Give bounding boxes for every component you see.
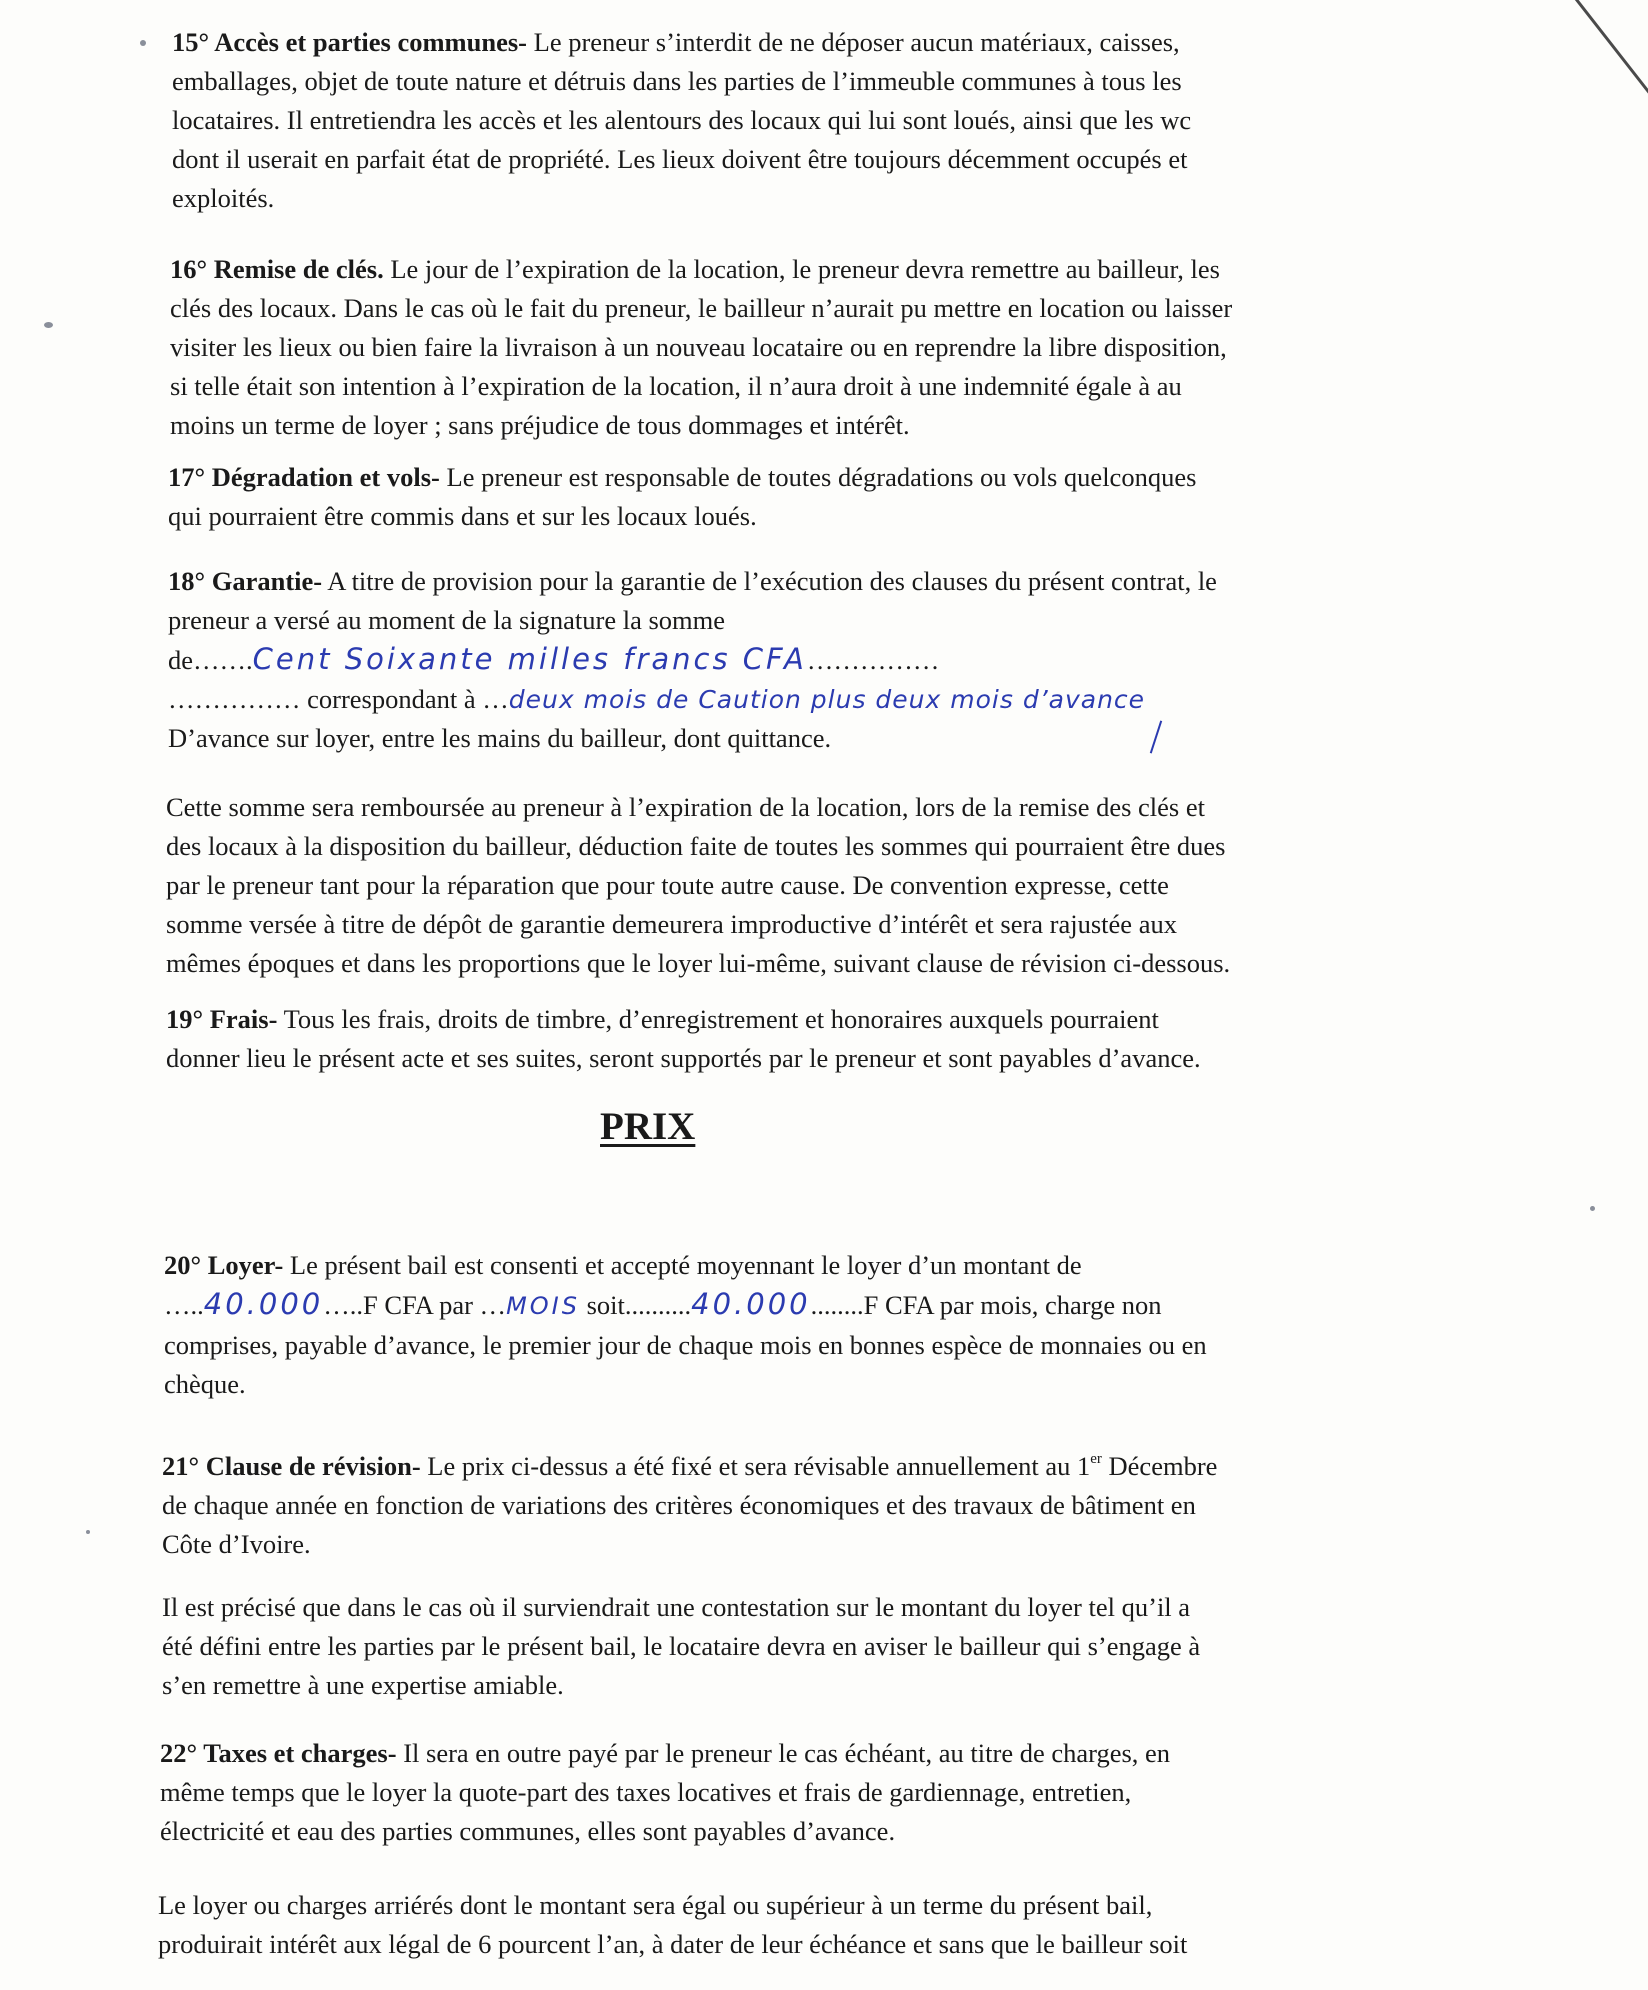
scan-speck [1590, 1206, 1595, 1211]
handwritten-amount: Cent Soixante milles francs CFA [252, 642, 807, 676]
scan-speck [140, 40, 146, 46]
clause-22: 22° Taxes et charges- Il sera en outre payé par le preneur le cas échéant, au titre de charges, en même temps que le loyer la quote-part des taxes locatives et frais de gardiennage, entretien, électricité et eau des parties communes, elles sont payables d’avance. [160, 1738, 1171, 1846]
clause-title: 16° Remise de clés. [170, 254, 384, 284]
handwritten-reason: deux mois de Caution plus deux mois d’avance [508, 685, 1146, 714]
handwritten-rent-amount: 40.000 [203, 1287, 324, 1321]
scan-speck [86, 1530, 90, 1534]
clause-title: 17° Dégradation et vols- [168, 462, 440, 492]
clause-16: 16° Remise de clés. Le jour de l’expiration de la location, le preneur devra remettre au bailleur, les clés des locaux. Dans le cas où le fait du preneur, le bailleur n’aurait pu mettre en location ou laisser visiter les lieux ou bien faire la livraison à un nouveau locataire ou en reprendre la libre disposition, si telle était son intention à l’expiration de la location, il n’aura droit à une indemnité égale à au moins un terme de loyer ; sans préjudice de tous dommages et intérêt. [170, 254, 1233, 440]
handwritten-period: MOIS [506, 1292, 580, 1320]
clause-18-refund: Cette somme sera remboursée au preneur à l’expiration de la location, lors de la remise des clés et des locaux à la disposition du bailleur, déduction faite de toutes les sommes qui pourraient être dues par le preneur tant pour la réparation que pour toute autre cause. De convention expresse, cette somme versée à titre de dépôt de garantie demeurera improductive d’intérêt et sera rajustée aux mêmes époques et dans les proportions que le loyer lui-même, suivant clause de révision ci-dessous. [166, 792, 1231, 978]
clause-20: 20° Loyer- Le présent bail est consenti et accepté moyennant le loyer d’un montant de …..40.000…..F CFA par …MOIS soit..........40.000........F CFA par mois, charge non comprises, payable d’avance, le premier jour de chaque mois en bonnes espèce de monnaies ou en chèque. [164, 1250, 1207, 1399]
handwritten-monthly-amount: 40.000 [691, 1287, 811, 1321]
scan-speck [44, 322, 53, 328]
clause-15: 15° Accès et parties communes- Le preneur s’interdit de ne déposer aucun matériaux, caisses, emballages, objet de toute nature et détruis dans les parties de l’immeuble communes à tous les locataires. Il entretiendra les accès et les alentours des locaux qui lui sont loués, ainsi que les wc dont il userait en parfait état de propriété. Les lieux doivent être toujours décemment occupés et exploités. [172, 27, 1192, 213]
clause-21-contestation: Il est précisé que dans le cas où il surviendrait une contestation sur le montant du loyer tel qu’il a été défini entre les parties par le présent bail, le locataire devra en aviser le bailleur qui s’engage à s’en remettre à une expertise amiable. [162, 1592, 1201, 1700]
clause-title: 22° Taxes et charges- [160, 1738, 397, 1768]
clause-18: 18° Garantie- A titre de provision pour la garantie de l’exécution des clauses du présent contrat, le preneur a versé au moment de la signature la somme de…….Cent Soixante milles francs CFA…………… …………… correspondant à …deux mois de Caution plus deux mois d’avance D’avance sur loyer, entre les mains du bailleur, dont quittance. [168, 566, 1217, 753]
clause-title: 21° Clause de révision- [162, 1451, 421, 1481]
clause-17: 17° Dégradation et vols- Le preneur est responsable de toutes dégradations ou vols quelconques qui pourraient être commis dans et sur les locaux loués. [168, 462, 1197, 531]
clause-title: 20° Loyer- [164, 1250, 284, 1280]
clause-21: 21° Clause de révision- Le prix ci-dessus a été fixé et sera révisable annuellement au 1er Décembre de chaque année en fonction de variations des critères économiques et des travaux de bâtiment en Côte d’Ivoire. [162, 1451, 1218, 1559]
section-heading-prix: PRIX [600, 1105, 696, 1148]
clause-title: 19° Frais- [166, 1004, 278, 1034]
clause-title: 15° Accès et parties communes- [172, 27, 528, 57]
clause-title: 18° Garantie- [168, 566, 323, 596]
clause-22-arrears: Le loyer ou charges arriérés dont le montant sera égal ou supérieur à un terme du présent bail, produirait intérêt aux légal de 6 pourcent l’an, à dater de leur échéance et sans que le bailleur soit [158, 1890, 1188, 1959]
scan-artifact-corner [1572, 0, 1648, 98]
clause-19: 19° Frais- Tous les frais, droits de timbre, d’enregistrement et honoraires auxquels pourraient donner lieu le présent acte et ses suites, seront supportés par le preneur et sont payables d’avance. [166, 1004, 1201, 1073]
